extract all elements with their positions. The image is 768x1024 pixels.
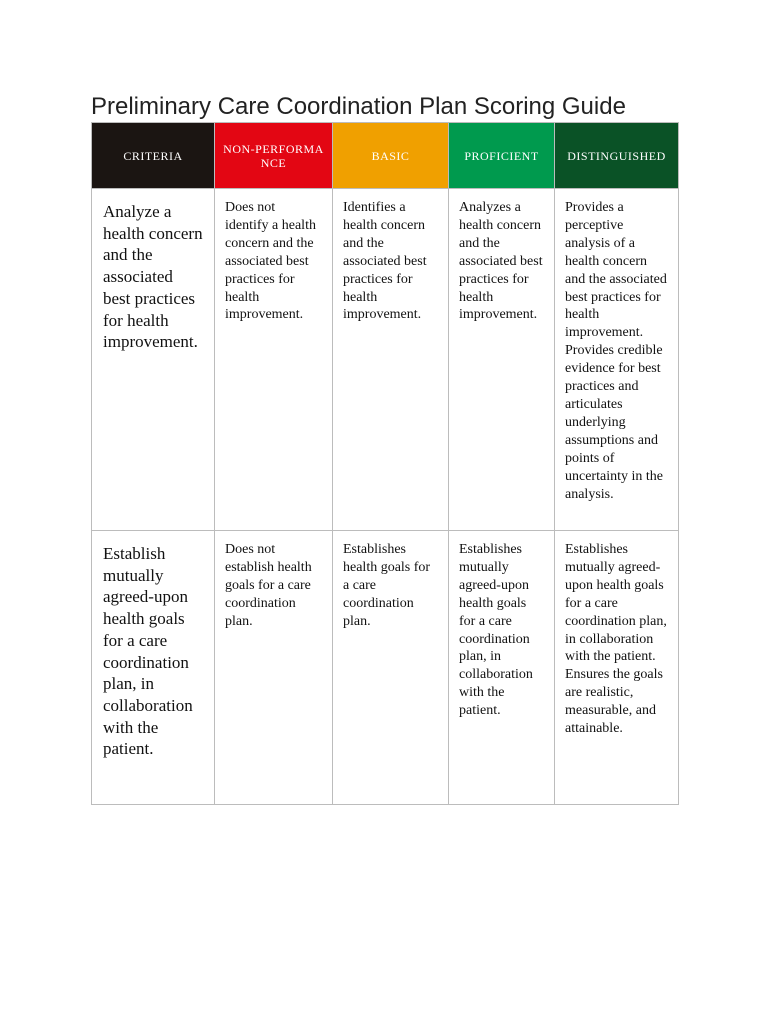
table-row (92, 531, 679, 805)
header-distinguished: DISTINGUISHED (555, 123, 679, 189)
header-basic: BASIC (333, 123, 449, 189)
proficient-cell: Establishes mutually agreed-upon health goals for a care coordination plan, in collaboration with the patient. (449, 531, 555, 805)
distinguished-cell: Provides a perceptive analysis of a health concern and the associated best practices for health improvement. Provides credible evidence for best practices and articulates underlying assumptions and points of uncertainty in the analysis. (555, 189, 679, 531)
table-row (92, 189, 679, 531)
header-criteria: CRITERIA (92, 123, 215, 189)
criteria-cell: Establish mutually agreed-upon health goals for a care coordination plan, in collaboration with the patient. (92, 531, 215, 805)
header-non-performance: NON-PERFORMANCE (215, 123, 333, 189)
table-header (92, 123, 679, 189)
distinguished-cell: Establishes mutually agreed-upon health goals for a care coordination plan, in collaboration with the patient. Ensures the goals are realistic, measurable, and attainable. (555, 531, 679, 805)
proficient-cell: Analyzes a health concern and the associated best practices for health improvement. (449, 189, 555, 531)
criteria-cell: Analyze a health concern and the associated best practices for health improvement. (92, 189, 215, 531)
header-row (92, 123, 679, 189)
basic-cell: Establishes health goals for a care coordination plan. (333, 531, 449, 805)
scoring-guide-table (91, 122, 679, 805)
basic-cell: Identifies a health concern and the associated best practices for health improvement. (333, 189, 449, 531)
non-performance-cell: Does not identify a health concern and the associated best practices for health improvement. (215, 189, 333, 531)
non-performance-cell: Does not establish health goals for a care coordination plan. (215, 531, 333, 805)
header-proficient: PROFICIENT (449, 123, 555, 189)
table-body (92, 189, 679, 805)
page-title: Preliminary Care Coordination Plan Scoring Guide (91, 93, 626, 120)
